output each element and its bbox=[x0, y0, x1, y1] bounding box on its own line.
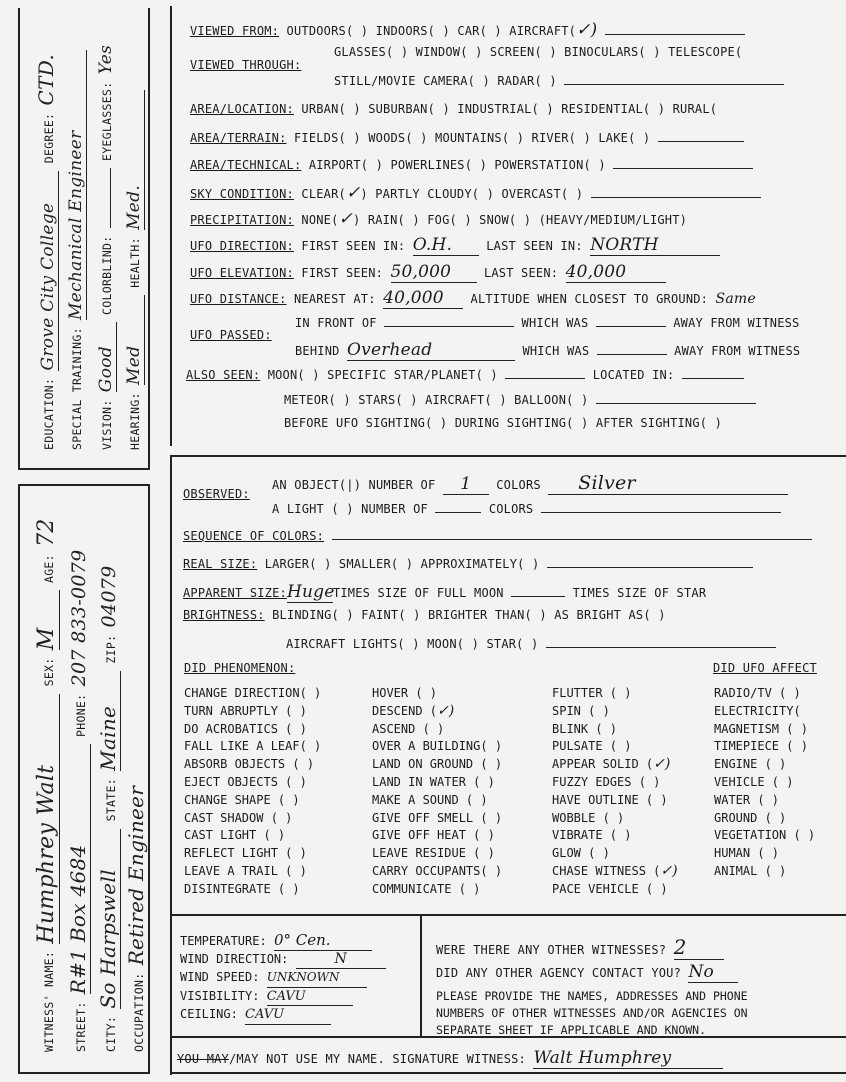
vision-line bbox=[96, 45, 117, 450]
first-seen-value: 50,000 bbox=[391, 262, 477, 283]
list-item: HOVER ( ) bbox=[372, 686, 438, 700]
did-ufo-affect-row bbox=[713, 661, 817, 675]
list-item: COMMUNICATE ( ) bbox=[372, 881, 481, 896]
ufo-passed-label: UFO PASSED: bbox=[190, 328, 272, 342]
wind-direction-row bbox=[180, 951, 386, 970]
did-phenomenon-row bbox=[184, 661, 295, 675]
also-seen-row-2 bbox=[284, 391, 756, 407]
last-seen-in-label: LAST SEEN IN: bbox=[486, 239, 583, 253]
colors-label-2: COLORS bbox=[488, 502, 534, 516]
viewed-through-row-2 bbox=[334, 72, 784, 88]
observed-label: OBSERVED: bbox=[183, 487, 250, 501]
did-phenomenon-label: DID PHENOMENON: bbox=[184, 661, 296, 675]
divider-weather-mid bbox=[420, 914, 422, 1036]
viewed-through-label-row bbox=[190, 58, 301, 72]
list-item: FLUTTER ( ) bbox=[552, 686, 632, 700]
apparent-size-label: APPARENT SIZE: bbox=[183, 586, 287, 600]
object-row: AN OBJECT(|) NUMBER OF 1 COLORS Silver bbox=[272, 472, 788, 495]
list-item: DISINTEGRATE ( ) bbox=[184, 881, 300, 896]
education-label: EDUCATION: bbox=[42, 377, 56, 450]
list-item: PULSATE ( ) bbox=[552, 739, 632, 754]
last-seen-value: 40,000 bbox=[566, 262, 666, 283]
phone-label: PHONE: bbox=[74, 693, 88, 737]
sky-condition-label: SKY CONDITION: bbox=[190, 187, 294, 201]
age-value: 72 bbox=[34, 518, 59, 547]
zip-label: ZIP: bbox=[104, 634, 118, 664]
other-agency-value: No bbox=[688, 962, 738, 983]
divider-left-upper bbox=[170, 6, 172, 446]
list-item: ELECTRICITY( bbox=[714, 703, 801, 718]
name-line bbox=[34, 518, 60, 1052]
visibility-label: VISIBILITY: bbox=[180, 988, 260, 1003]
area-technical-row bbox=[190, 156, 753, 172]
list-item: LAND ON GROUND ( ) bbox=[372, 757, 503, 772]
precip-none-option: NONE( bbox=[301, 213, 339, 227]
list-item: FALL LIKE A LEAF( ) bbox=[184, 739, 322, 754]
first-seen-label: FIRST SEEN: bbox=[301, 266, 384, 280]
ceiling-value: CAVU bbox=[245, 1006, 331, 1025]
which-was-label-1: WHICH WAS bbox=[521, 316, 589, 330]
signature-value: Walt Humphrey bbox=[533, 1048, 723, 1069]
chase-witness-check-icon: ✓) bbox=[660, 862, 678, 879]
state-value: Maine bbox=[96, 671, 121, 771]
precipitation-row bbox=[190, 209, 687, 229]
list-item: PACE VEHICLE ( ) bbox=[552, 881, 668, 896]
colors-value: Silver bbox=[548, 472, 788, 495]
training-label: SPECIAL TRAINING: bbox=[70, 327, 84, 450]
also-seen-options-1: MOON( ) SPECIFIC STAR/PLANET( ) bbox=[267, 368, 498, 382]
ufo-elevation-row bbox=[190, 262, 666, 283]
sky-clear-option: CLEAR( bbox=[301, 187, 346, 201]
vision-value: Good bbox=[96, 322, 117, 392]
list-item: HUMAN ( ) bbox=[714, 846, 780, 861]
list-item: ASCEND ( ) bbox=[372, 721, 445, 736]
wind-speed-row bbox=[180, 969, 386, 988]
also-seen-row-1 bbox=[186, 366, 744, 382]
list-item: ANIMAL ( ) bbox=[714, 863, 787, 878]
area-location-options: URBAN( ) SUBURBAN( ) INDUSTRIAL( ) RESIDENTIAL( ) RURAL( bbox=[301, 102, 718, 116]
away-label-2: AWAY FROM WITNESS bbox=[674, 344, 801, 358]
street-value: R#1 Box 4684 bbox=[66, 744, 91, 994]
apparent-value: Huge bbox=[286, 582, 335, 602]
list-item: LAND IN WATER ( ) bbox=[372, 774, 495, 789]
list-item: CHANGE DIRECTION( ) bbox=[184, 686, 322, 700]
wind-direction-value: N bbox=[296, 951, 386, 970]
divider-weather bbox=[170, 914, 846, 916]
training-line bbox=[66, 50, 87, 450]
temperature-label: TEMPERATURE: bbox=[180, 934, 267, 948]
list-item: GLOW ( ) bbox=[552, 846, 610, 861]
phenomenon-col-1 bbox=[184, 685, 321, 899]
viewed-from-label: VIEWED FROM: bbox=[190, 24, 280, 38]
sex-label: SEX: bbox=[42, 657, 56, 687]
degree-label: DEGREE: bbox=[42, 112, 56, 164]
visibility-row bbox=[180, 988, 386, 1007]
precip-other-options: ) RAIN( ) FOG( ) SNOW( ) (HEAVY/MEDIUM/LIGHT) bbox=[352, 213, 688, 227]
phone-value: 207 833-0079 bbox=[68, 549, 90, 687]
list-item: RADIO/TV ( ) bbox=[714, 686, 801, 700]
times-star-label: TIMES SIZE OF STAR bbox=[572, 586, 707, 600]
list-item: TIMEPIECE ( ) bbox=[714, 739, 808, 754]
number-of-label-1: NUMBER OF bbox=[368, 478, 436, 492]
signature-label: SIGNATURE WITNESS: bbox=[392, 1052, 526, 1066]
sky-other-options: ) PARTLY CLOUDY( ) OVERCAST( ) bbox=[360, 187, 584, 201]
viewed-through-label: VIEWED THROUGH: bbox=[190, 58, 302, 72]
list-item: FUZZY EDGES ( ) bbox=[552, 774, 661, 789]
provide-line-3: SEPARATE SHEET IF APPLICABLE AND KNOWN. bbox=[436, 1023, 707, 1037]
other-agency-label: DID ANY OTHER AGENCY CONTACT YOU? bbox=[436, 966, 682, 980]
appear-solid-label: APPEAR SOLID ( bbox=[552, 757, 654, 772]
may-not-option: /MAY NOT USE MY NAME. bbox=[228, 1052, 385, 1066]
in-front-row bbox=[295, 314, 799, 330]
street-label: STREET: bbox=[74, 1001, 88, 1052]
temperature-row bbox=[180, 932, 386, 951]
name-label: WITNESS' NAME: bbox=[42, 950, 56, 1052]
aircraft-check-icon: ✓) bbox=[576, 20, 598, 40]
sequence-row bbox=[183, 527, 812, 543]
list-item: EJECT OBJECTS ( ) bbox=[184, 774, 307, 789]
other-witnesses-row bbox=[436, 935, 724, 960]
other-witnesses-value: 2 bbox=[674, 935, 724, 960]
list-item: CARRY OCCUPANTS( ) bbox=[372, 863, 503, 878]
times-moon-label: TIMES SIZE OF FULL MOON bbox=[332, 586, 504, 600]
list-item: DO ACROBATICS ( ) bbox=[184, 721, 307, 736]
divider-left-lower bbox=[170, 455, 172, 1075]
wind-direction-label: WIND DIRECTION: bbox=[180, 951, 289, 966]
number-value: 1 bbox=[443, 474, 489, 495]
health-label: HEALTH: bbox=[128, 237, 142, 288]
zip-value: 04079 bbox=[98, 565, 120, 628]
viewed-from-options: OUTDOORS( ) INDOORS( ) CAR( ) AIRCRAFT( bbox=[286, 24, 577, 38]
list-item: MAKE A SOUND ( ) bbox=[372, 792, 488, 807]
last-seen-label: LAST SEEN: bbox=[483, 266, 559, 280]
other-witnesses-label: WERE THERE ANY OTHER WITNESSES? bbox=[436, 943, 667, 957]
area-location-row bbox=[190, 102, 717, 116]
eyeglasses-value: Yes bbox=[96, 44, 116, 75]
age-label: AGE: bbox=[42, 554, 56, 584]
other-agency-row bbox=[436, 962, 738, 983]
weather-box bbox=[180, 932, 386, 1025]
footer-row bbox=[177, 1048, 723, 1069]
appear-solid-check-icon: ✓) bbox=[653, 756, 671, 773]
apparent-size-row bbox=[183, 582, 706, 603]
occupation-line bbox=[124, 585, 149, 1052]
in-front-label: IN FRONT OF bbox=[295, 316, 377, 330]
number-of-label-2: NUMBER OF bbox=[361, 502, 428, 516]
viewed-from-row bbox=[190, 20, 745, 40]
observed-label-row bbox=[183, 487, 250, 501]
away-label-1: AWAY FROM WITNESS bbox=[673, 316, 800, 330]
wind-speed-label: WIND SPEED: bbox=[180, 970, 260, 984]
altitude-value: Same bbox=[715, 291, 756, 307]
ufo-distance-label: UFO DISTANCE: bbox=[190, 292, 287, 306]
education-line bbox=[34, 54, 59, 450]
brightness-options-2: AIRCRAFT LIGHTS( ) MOON( ) STAR( ) bbox=[286, 637, 539, 651]
list-item: ABSORB OBJECTS ( ) bbox=[184, 757, 315, 772]
provide-line-1: PLEASE PROVIDE THE NAMES, ADDRESSES AND PHONE bbox=[436, 989, 748, 1003]
hearing-label: HEARING: bbox=[128, 392, 142, 450]
ceiling-row bbox=[180, 1006, 386, 1025]
also-seen-label: ALSO SEEN: bbox=[186, 368, 261, 382]
did-ufo-affect-label: DID UFO AFFECT bbox=[713, 661, 817, 675]
which-was-label-2: WHICH WAS bbox=[522, 344, 590, 358]
ceiling-label: CEILING: bbox=[180, 1007, 238, 1021]
object-mark: | bbox=[346, 478, 354, 492]
ufo-elevation-label: UFO ELEVATION: bbox=[190, 266, 294, 280]
list-item bbox=[372, 703, 502, 721]
area-location-label: AREA/LOCATION: bbox=[190, 102, 294, 116]
area-technical-label: AREA/TECHNICAL: bbox=[190, 158, 302, 172]
sex-value: M bbox=[34, 590, 60, 650]
sequence-label: SEQUENCE OF COLORS: bbox=[183, 529, 325, 543]
list-item: GROUND ( ) bbox=[714, 810, 787, 825]
degree-value: CTD. bbox=[34, 53, 58, 106]
brightness-row-2 bbox=[286, 635, 776, 651]
also-seen-options-2: METEOR( ) STARS( ) AIRCRAFT( ) BALLOON( ) bbox=[284, 393, 589, 407]
an-object-label: AN OBJECT( bbox=[272, 478, 347, 492]
phenomenon-col-2 bbox=[372, 685, 502, 899]
list-item: HAVE OUTLINE ( ) bbox=[552, 792, 668, 807]
visibility-value: CAVU bbox=[267, 988, 353, 1007]
eyeglasses-label: EYEGLASSES: bbox=[100, 81, 114, 162]
ufo-affect-col bbox=[714, 685, 815, 881]
list-item: GIVE OFF HEAT ( ) bbox=[372, 828, 495, 843]
list-item: REFLECT LIGHT ( ) bbox=[184, 846, 307, 861]
provide-note bbox=[436, 988, 748, 1039]
wind-speed-value: UNKNOWN bbox=[267, 969, 367, 988]
divider-bottom bbox=[170, 1072, 846, 1074]
list-item: LEAVE A TRAIL ( ) bbox=[184, 863, 307, 878]
ufo-passed-label-row bbox=[190, 328, 272, 342]
colorblind-label: COLORBLIND: bbox=[100, 235, 114, 315]
brightness-label: BRIGHTNESS: bbox=[183, 608, 265, 622]
brightness-row-1 bbox=[183, 608, 666, 622]
viewed-through-options-2: STILL/MOVIE CAMERA( ) RADAR( ) bbox=[334, 74, 557, 88]
also-seen-options-3: BEFORE UFO SIGHTING( ) DURING SIGHTING( ) AFTER SIGHTING( ) bbox=[284, 416, 723, 430]
hearing-line bbox=[124, 90, 145, 450]
ufo-direction-row bbox=[190, 235, 720, 256]
behind-label: BEHIND bbox=[295, 344, 340, 358]
you-may-option: YOU MAY bbox=[177, 1052, 229, 1066]
list-item: ENGINE ( ) bbox=[714, 757, 787, 772]
ufo-distance-row bbox=[190, 288, 756, 309]
list-item bbox=[552, 756, 678, 774]
state-label: STATE: bbox=[104, 778, 118, 822]
descend-check-icon: ✓) bbox=[437, 702, 455, 719]
descend-label: DESCEND ( bbox=[372, 703, 438, 718]
occupation-value: Retired Engineer bbox=[124, 585, 149, 965]
real-size-row bbox=[183, 555, 753, 571]
hearing-value: Med bbox=[124, 295, 145, 385]
list-item: CAST LIGHT ( ) bbox=[184, 828, 286, 843]
city-value: So Harpswell bbox=[96, 829, 121, 1009]
behind-row bbox=[295, 340, 800, 361]
none-check-icon: ✓ bbox=[338, 209, 353, 229]
real-size-label: REAL SIZE: bbox=[183, 557, 258, 571]
clear-check-icon: ✓ bbox=[345, 183, 361, 203]
area-terrain-row bbox=[190, 129, 744, 145]
city-label: CITY: bbox=[104, 1015, 118, 1052]
real-size-options: LARGER( ) SMALLER( ) APPROXIMATELY( ) bbox=[264, 557, 540, 571]
area-terrain-options: FIELDS( ) WOODS( ) MOUNTAINS( ) RIVER( ) LAKE( ) bbox=[293, 131, 651, 145]
list-item: TURN ABRUPTLY ( ) bbox=[184, 703, 307, 718]
sky-condition-row bbox=[190, 183, 761, 203]
list-item: CHANGE SHAPE ( ) bbox=[184, 792, 300, 807]
list-item: WATER ( ) bbox=[714, 792, 780, 807]
phenomenon-col-3 bbox=[552, 685, 678, 899]
a-light-label: A LIGHT ( ) bbox=[272, 502, 354, 516]
provide-line-2: NUMBERS OF OTHER WITNESSES AND/OR AGENCIES ON bbox=[436, 1006, 748, 1020]
area-technical-options: AIRPORT( ) POWERLINES( ) POWERSTATION( ) bbox=[308, 158, 606, 172]
list-item: GIVE OFF SMELL ( ) bbox=[372, 810, 503, 825]
list-item: WOBBLE ( ) bbox=[552, 810, 625, 825]
list-item: OVER A BUILDING( ) bbox=[372, 739, 503, 754]
precipitation-label: PRECIPITATION: bbox=[190, 213, 294, 227]
list-item: CAST SHADOW ( ) bbox=[184, 810, 293, 825]
list-item: BLINK ( ) bbox=[552, 721, 618, 736]
first-seen-in-label: FIRST SEEN IN: bbox=[301, 239, 406, 253]
altitude-closest-label: ALTITUDE WHEN CLOSEST TO GROUND: bbox=[470, 292, 709, 306]
viewed-through-options-1: GLASSES( ) WINDOW( ) SCREEN( ) BINOCULARS( ) TELESCOPE( bbox=[334, 45, 743, 59]
also-seen-row-3 bbox=[284, 416, 722, 430]
vision-label: VISION: bbox=[100, 399, 114, 450]
chase-witness-label: CHASE WITNESS ( bbox=[552, 863, 661, 878]
occupation-label: OCCUPATION: bbox=[132, 972, 146, 1052]
list-item: SPIN ( ) bbox=[552, 703, 610, 718]
city-line bbox=[96, 566, 121, 1053]
health-value: Med. bbox=[124, 90, 145, 230]
nearest-at-label: NEAREST AT: bbox=[293, 292, 376, 306]
first-seen-in-value: O.H. bbox=[413, 235, 479, 256]
colors-label-1: COLORS bbox=[496, 478, 541, 492]
behind-value: Overhead bbox=[347, 340, 515, 361]
temperature-value: 0° Cen. bbox=[274, 932, 372, 951]
brightness-options-1: BLINDING( ) FAINT( ) BRIGHTER THAN( ) AS BRIGHT AS( ) bbox=[272, 608, 666, 622]
education-value: Grove City College bbox=[38, 171, 59, 371]
name-value: Humphrey Walt bbox=[34, 694, 60, 944]
list-item bbox=[552, 863, 678, 881]
located-in-label: LOCATED IN: bbox=[592, 368, 675, 382]
area-terrain-label: AREA/TERRAIN: bbox=[190, 131, 287, 145]
ufo-direction-label: UFO DIRECTION: bbox=[190, 239, 294, 253]
nearest-at-value: 40,000 bbox=[383, 288, 463, 309]
light-row bbox=[272, 500, 781, 516]
list-item: VEGETATION ( ) bbox=[714, 828, 816, 843]
list-item: LEAVE RESIDUE ( ) bbox=[372, 846, 495, 861]
last-seen-in-value: NORTH bbox=[590, 235, 720, 256]
list-item: VIBRATE ( ) bbox=[552, 828, 632, 843]
list-item: VEHICLE ( ) bbox=[714, 774, 794, 789]
training-value: Mechanical Engineer bbox=[66, 50, 87, 320]
viewed-through-row-1 bbox=[334, 45, 742, 59]
street-line bbox=[66, 549, 91, 1052]
divider-observed bbox=[170, 455, 846, 457]
list-item: MAGNETISM ( ) bbox=[714, 721, 808, 736]
